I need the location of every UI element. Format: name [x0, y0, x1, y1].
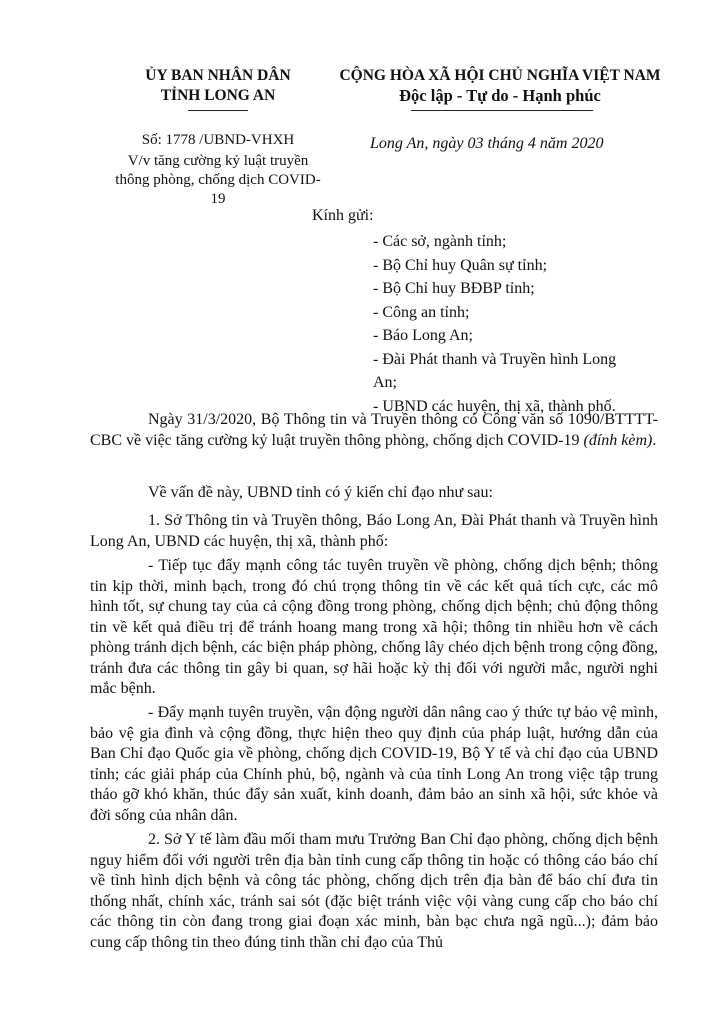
attachment-note: (đính kèm) — [583, 431, 653, 449]
recipient-item: - Bộ Chỉ huy Quân sự tỉnh; — [373, 256, 548, 274]
agency-line-2: TỈNH LONG AN — [160, 87, 276, 104]
intro-end: . — [652, 431, 657, 449]
national-motto — [330, 66, 670, 106]
paragraph-item-1: 1. Sở Thông tin và Truyền thông, Báo Long An, Đài Phát thanh và Truyền hình Long An, UBND các huyện, thị xã, thành phố: — [90, 512, 658, 550]
subject-line-3: 19 — [210, 191, 226, 207]
subject-line-2: thông phòng, chống dịch COVID- — [115, 172, 321, 188]
agency-underline — [188, 110, 248, 111]
recipient-list — [373, 230, 663, 418]
nation-line-1: CỘNG HÒA XÃ HỘI CHỦ NGHĨA VIỆT NAM — [339, 67, 661, 84]
agency-name — [118, 66, 318, 106]
doc-subject — [104, 152, 332, 209]
motto-underline — [411, 110, 593, 111]
intro-text: Ngày 31/3/2020, Bộ Thông tin và Truyền thông có Công văn số 1090/BTTTT-CBC về việc tăng cường kỷ luật truyền thông phòng, chống dịch COVID-19 — [90, 411, 658, 449]
recipient-item: An; — [373, 374, 397, 391]
recipients-label: Kính gửi: — [312, 207, 374, 224]
paragraph-item-1-a: - Tiếp tục đẩy mạnh công tác tuyên truyền về phòng, chống dịch bệnh; thông tin kịp thời, minh bạch, trong đó chú trọng thông tin về các kết quả tích cực, các mô hình tốt, sự chung tay của cả cộng đồng trong phòng, chống dịch bệnh; chủ động thông tin về kết quả điều trị để tránh hoang mang trong xã hội; thông tin nhiều hơn về cách phòng tránh dịch bệnh, các biện pháp phòng, chống lây chéo dịch bệnh trong cộng đồng, tránh đưa các thông tin gây bi quan, sợ hãi hoặc kỳ thị đối với người mắc, người nghi mắc bệnh. — [90, 557, 658, 697]
recipient-item: - Đài Phát thanh và Truyền hình Long — [373, 350, 617, 368]
paragraph-intro — [90, 410, 658, 451]
subject-line-1: V/v tăng cường kỷ luật truyền — [127, 153, 309, 169]
paragraph-item-1-b: - Đẩy mạnh tuyên truyền, vận động người dân nâng cao ý thức tự bảo vệ mình, bảo vệ gia đình và cộng đồng, thực hiện theo quy định của pháp luật, hướng dẫn của Ban Chỉ đạo Quốc gia về phòng, chống dịch COVID-19, Bộ Y tế và chỉ đạo của UBND tỉnh; các giải pháp của Chính phủ, bộ, ngành và của tỉnh Long An trong việc tập trung tháo gỡ khó khăn, thúc đẩy sản xuất, kinh doanh, đảm bảo an sinh xã hội, sức khỏe và đời sống của nhân dân. — [90, 704, 658, 824]
recipient-item: - Bộ Chỉ huy BĐBP tỉnh; — [373, 280, 535, 297]
agency-line-1: ỦY BAN NHÂN DÂN — [145, 67, 291, 84]
recipient-item: - Các sở, ngành tỉnh; — [373, 233, 507, 250]
recipient-item: - Công an tỉnh; — [373, 303, 470, 321]
doc-number: Số: 1778 /UBND-VHXH — [141, 132, 295, 148]
recipient-item: - Báo Long An; — [373, 327, 473, 344]
nation-line-2: Độc lập - Tự do - Hạnh phúc — [399, 86, 601, 105]
place-date: Long An, ngày 03 tháng 4 năm 2020 — [370, 135, 604, 152]
recipient-item: - UBND các huyện, thị xã, thành phố. — [373, 397, 616, 415]
paragraph-directive-intro: Về vấn đề này, UBND tỉnh có ý kiến chỉ đạo như sau: — [148, 484, 493, 501]
paragraph-item-2: 2. Sở Y tế làm đầu mối tham mưu Trưởng Ban Chỉ đạo phòng, chống dịch bệnh nguy hiểm đối với người trên địa bàn tỉnh cung cấp thông tin hoặc có thông cáo báo chí về tình hình dịch bệnh và công tác phòng, chống dịch trên địa bàn để báo chí đưa tin thống nhất, chính xác, tránh sai sót (đặc biệt tránh việc vội vàng cung cấp cho báo chí các thông tin còn đang trong giai đoạn xác minh, bàn bạc chưa ngã ngũ...); đảm bảo cung cấp thông tin theo đúng tinh thần chỉ đạo của Thủ — [90, 831, 658, 951]
